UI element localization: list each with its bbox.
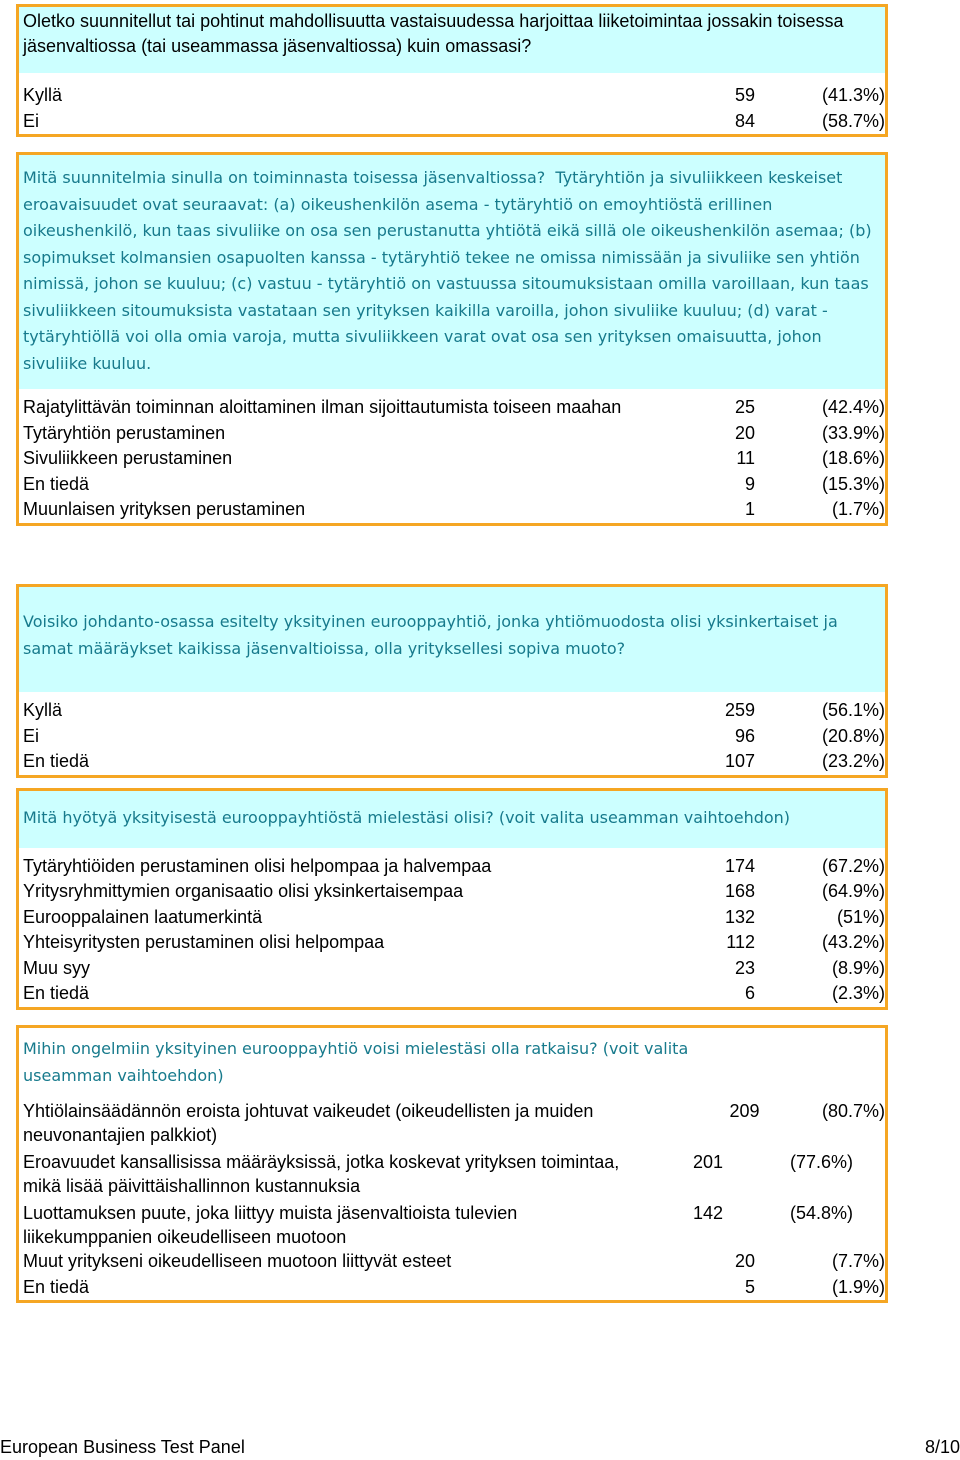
answer-row	[19, 905, 885, 931]
answer-count: 168	[724, 881, 755, 901]
answer-label: Tytäryhtiöiden perustaminen olisi helpompaa ja halvempaa	[23, 855, 492, 876]
answer-label: Muunlaisen yrityksen perustaminen	[23, 499, 306, 519]
answer-count: 259	[724, 700, 755, 720]
answer-row	[19, 854, 885, 880]
answer-count: 5	[744, 1276, 755, 1297]
answer-percent: (23.2%)	[821, 751, 885, 771]
answer-label: Ei	[23, 725, 40, 746]
question-block-4	[16, 788, 888, 1010]
answer-label: Ei	[23, 110, 40, 131]
answer-row	[19, 724, 885, 750]
answer-percent: (58.7%)	[821, 110, 885, 131]
answer-percent: (15.3%)	[821, 473, 885, 494]
answer-row	[19, 749, 885, 775]
answer-label: Sivuliikkeen perustaminen	[23, 448, 233, 468]
answer-percent: (2.3%)	[831, 983, 885, 1003]
answer-count: 112	[726, 932, 755, 952]
answer-percent: (41.3%)	[821, 85, 885, 105]
answer-count: 6	[744, 983, 755, 1003]
answer-percent: (20.8%)	[821, 725, 885, 746]
question-block-3	[16, 584, 888, 778]
answer-row	[19, 497, 885, 523]
answer-count: 201	[692, 1152, 723, 1172]
answer-percent: (56.1%)	[821, 700, 885, 720]
answer-percent: (67.2%)	[821, 855, 885, 876]
question-text: Voisiko johdanto-osassa esitelty yksityinen eurooppayhtiö, jonka yhtiömuodosta olisi yksinkertaiset ja samat määräykset kaikissa jäsenvaltioissa, olla yrityksellesi sopiva muoto?	[19, 587, 885, 692]
question-text: Mitä hyötyä yksityisestä eurooppayhtiöstä mielestäsi olisi? (voit valita useamman vaihtoehdon)	[19, 791, 885, 848]
answer-percent: (80.7%)	[821, 1101, 885, 1121]
answer-count: 25	[734, 397, 755, 417]
answer-count: 84	[734, 110, 755, 131]
answer-label: Rajatylittävän toiminnan aloittaminen ilman sijoittautumista toiseen maahan	[23, 397, 622, 417]
answer-row	[19, 83, 885, 109]
answer-percent: (51%)	[836, 906, 885, 927]
answer-count: 1	[744, 499, 755, 519]
answer-label: Muu syy	[23, 957, 91, 978]
answer-row	[19, 421, 885, 447]
question-title: Mitä suunnitelmia sinulla on toiminnasta toisessa jäsenvaltiossa?	[23, 168, 546, 187]
answer-count: 174	[724, 855, 755, 876]
answer-percent: (8.9%)	[831, 957, 885, 978]
answer-percent: (77.6%)	[789, 1152, 853, 1172]
answer-percent: (42.4%)	[821, 397, 885, 417]
answer-label: Yhtiölainsäädännön eroista johtuvat vaikeudet (oikeudellisten ja muiden neuvonantajien palkkiot)	[23, 1101, 594, 1145]
question-text: Mihin ongelmiin yksityinen eurooppayhtiö voisi mielestäsi olla ratkaisu? (voit valita useamman vaihtoehdon)	[23, 1039, 689, 1085]
answer-label: Yhteisyritysten perustaminen olisi helpompaa	[23, 932, 385, 952]
answer-count: 59	[734, 85, 755, 105]
answer-row	[19, 1249, 885, 1275]
answer-row	[19, 698, 885, 724]
answer-row	[19, 879, 885, 905]
answer-count: 107	[724, 751, 755, 771]
question-block-1	[16, 4, 888, 137]
answer-label: En tiedä	[23, 983, 90, 1003]
question-text	[19, 155, 885, 389]
answer-count: 132	[724, 906, 755, 927]
answer-label: Tytäryhtiön perustaminen	[23, 422, 226, 443]
answer-percent: (18.6%)	[821, 448, 885, 468]
answer-label: Eroavuudet kansallisissa määräyksissä, jotka koskevat yrityksen toimintaa, mikä lisää päivittäishallinnon kustannuksia	[23, 1152, 620, 1196]
answer-row	[19, 1275, 885, 1301]
page-number: 8/10	[924, 1437, 960, 1457]
question-block-5	[16, 1025, 888, 1303]
answer-count: 20	[734, 1251, 755, 1271]
answer-label: Kyllä	[23, 700, 63, 720]
answer-row	[19, 472, 885, 498]
answer-label: Yritysryhmittymien organisaatio olisi yksinkertaisempaa	[23, 881, 464, 901]
answer-count: 23	[734, 957, 755, 978]
answer-percent: (64.9%)	[821, 881, 885, 901]
answer-label: En tiedä	[23, 1276, 90, 1297]
answer-count: 20	[734, 422, 755, 443]
answer-row	[19, 446, 885, 472]
answer-row	[19, 930, 885, 956]
question-explanation: Tytäryhtiön ja sivuliikkeen keskeiset eroavaisuudet ovat seuraavat: (a) oikeushenkilön asema - tytäryhtiö on emoyhtiöstä erillinen oikeushenkilö, kun taas sivuliike on osa sen perustanutta yhtiötä eikä sillä ole oikeushenkilön asemaa; (b) sopimukset kolmansien osapuolten kanssa - tytäryhtiö tekee ne omissa nimissään ja sivuliike sen yhtiön nimissä, johon se kuuluu; (c) vastuu - tytäryhtiö on vastuussa sitoumuksistaan omilla varoillaan, kun taas sivuliikkeen sitoumuksista vastataan sen yrityksen kaikilla varoilla, johon sivuliike kuuluu; (d) varat - tytäryhtiöllä voi olla omia varoja, mutta sivuliikkeen varat ovat osa sen yrityksen omaisuutta, johon sivuliike kuuluu.	[23, 168, 872, 373]
answer-count: 96	[734, 725, 755, 746]
answer-percent: (43.2%)	[821, 932, 885, 952]
answer-row	[19, 395, 885, 421]
answer-percent: (33.9%)	[821, 422, 885, 443]
answer-row	[19, 1150, 885, 1198]
answer-label: Luottamuksen puute, joka liittyy muista jäsenvaltioista tulevien liikekumppanien oikeudelliseen muotoon	[23, 1203, 518, 1247]
answer-label: En tiedä	[23, 751, 90, 771]
answer-row	[19, 1201, 885, 1249]
question-block-2	[16, 152, 888, 526]
question-text: Oletko suunnitellut tai pohtinut mahdollisuutta vastaisuudessa harjoittaa liiketoimintaa jossakin toisessa jäsenvaltiossa (tai useammassa jäsenvaltiossa) kuin omassasi?	[19, 7, 885, 73]
answer-percent: (7.7%)	[831, 1251, 885, 1271]
answer-count: 11	[736, 448, 755, 468]
answer-label: En tiedä	[23, 473, 90, 494]
answer-label: Muut yritykseni oikeudelliseen muotoon liittyvät esteet	[23, 1251, 452, 1271]
answer-percent: (1.9%)	[831, 1276, 885, 1297]
answer-row	[19, 109, 885, 135]
answer-row	[19, 1099, 885, 1147]
footer-title: European Business Test Panel	[0, 1437, 245, 1457]
answer-row	[19, 981, 885, 1007]
answer-label: Kyllä	[23, 85, 63, 105]
answer-count: 9	[744, 473, 755, 494]
answer-count: 142	[692, 1203, 723, 1223]
answer-count: 209	[729, 1101, 760, 1121]
answer-percent: (54.8%)	[789, 1203, 853, 1223]
answer-row	[19, 956, 885, 982]
answer-percent: (1.7%)	[831, 499, 885, 519]
answer-label: Eurooppalainen laatumerkintä	[23, 906, 263, 927]
